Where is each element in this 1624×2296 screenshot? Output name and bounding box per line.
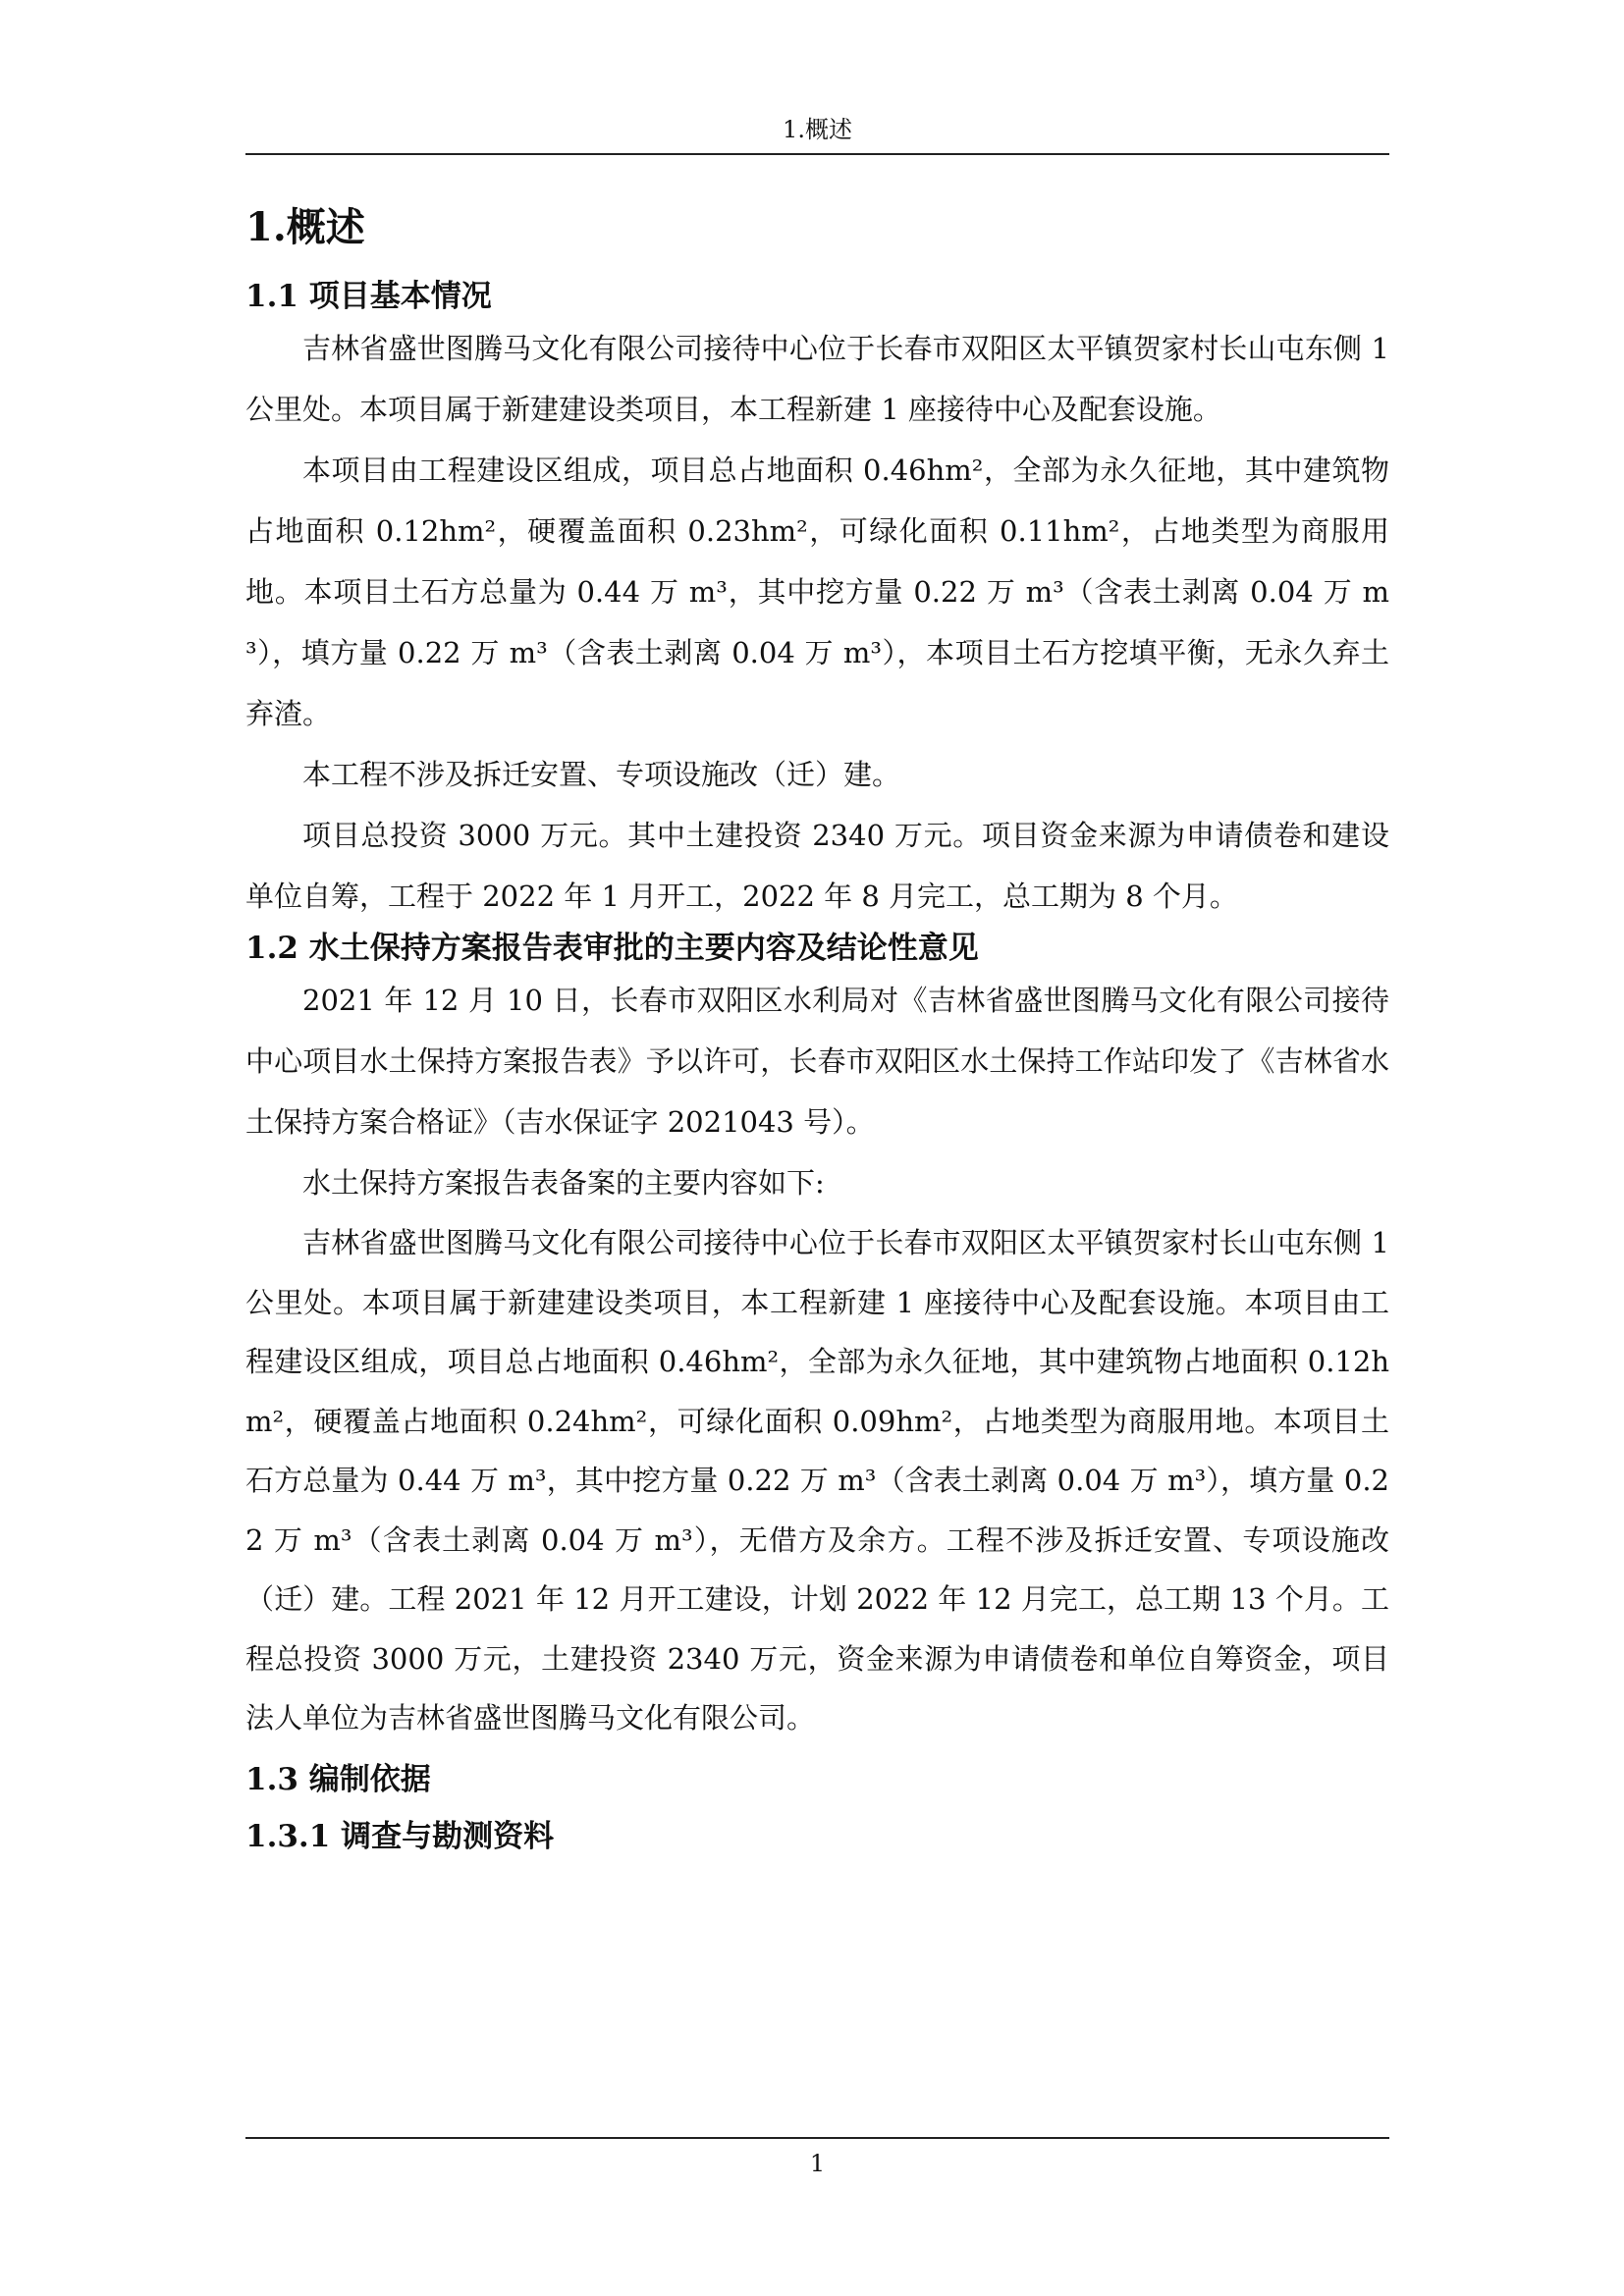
section-heading-1-3: 1.3 编制依据	[245, 1761, 431, 1797]
page-body	[245, 196, 1389, 1858]
header-rule	[245, 153, 1389, 155]
section-1-2-paragraph-3: 吉林省盛世图腾马文化有限公司接待中心位于长春市双阳区太平镇贺家村长山屯东侧 1 公里处。本项目属于新建建设类项目，本工程新建 1 座接待中心及配套设施。本项目由工程建设区组成，项目总占地面积 0.46hm²，全部为永久征地，其中建筑物占地面积 0.12hm²，硬覆盖占地面积 0.24hm²，可绿化面积 0.09hm²，占地类型为商服用地。本项目土石方总量为 0.44 万 m³，其中挖方量 0.22 万 m³（含表土剥离 0.04 万 m³），填方量 0.22 万 m³（含表土剥离 0.04 万 m³），无借方及余方。工程不涉及拆迁安置、专项设施改（迁）建。工程 2021 年 12 月开工建设，计划 2022 年 12 月完工，总工期 13 个月。工程总投资 3000 万元，土建投资 2340 万元，资金来源为申请债卷和单位自筹资金，项目法人单位为吉林省盛世图腾马文化有限公司。	[245, 1226, 1389, 1735]
page-number: 1	[809, 2150, 826, 2177]
section-1-1-paragraph-2: 本项目由工程建设区组成，项目总占地面积 0.46hm²，全部为永久征地，其中建筑物占地面积 0.12hm²，硬覆盖面积 0.23hm²，可绿化面积 0.11hm²，占地类型为商服用地。本项目土石方总量为 0.44 万 m³，其中挖方量 0.22 万 m³（含表土剥离 0.04 万 m³），填方量 0.22 万 m³（含表土剥离 0.04 万 m³），本项目土石方挖填平衡，无永久弃土弃渣。	[245, 454, 1389, 730]
chapter-title: 1.概述	[245, 204, 365, 250]
section-1-2-paragraph-1: 2021 年 12 月 10 日，长春市双阳区水利局对《吉林省盛世图腾马文化有限公司接待中心项目水土保持方案报告表》予以许可，长春市双阳区水土保持工作站印发了《吉林省水土保持方案合格证》（吉水保证字 2021043 号）。	[245, 984, 1389, 1139]
section-1-2-paragraph-2: 水土保持方案报告表备案的主要内容如下:	[302, 1166, 825, 1200]
section-1-1-paragraph-1: 吉林省盛世图腾马文化有限公司接待中心位于长春市双阳区太平镇贺家村长山屯东侧 1 公里处。本项目属于新建建设类项目，本工程新建 1 座接待中心及配套设施。	[245, 332, 1389, 426]
section-1-1-paragraph-4: 项目总投资 3000 万元。其中土建投资 2340 万元。项目资金来源为申请债卷和建设单位自筹，工程于 2022 年 1 月开工，2022 年 8 月完工，总工期为 8 个月。	[245, 819, 1389, 913]
section-heading-1-1: 1.1 项目基本情况	[245, 279, 492, 314]
running-header: 1.概述	[783, 116, 852, 143]
section-1-1-paragraph-3: 本工程不涉及拆迁安置、专项设施改（迁）建。	[302, 758, 901, 791]
section-heading-1-2: 1.2 水土保持方案报告表审批的主要内容及结论性意见	[245, 931, 979, 966]
section-heading-1-3-1: 1.3.1 调查与勘测资料	[245, 1818, 555, 1854]
footer-rule	[245, 2137, 1389, 2139]
